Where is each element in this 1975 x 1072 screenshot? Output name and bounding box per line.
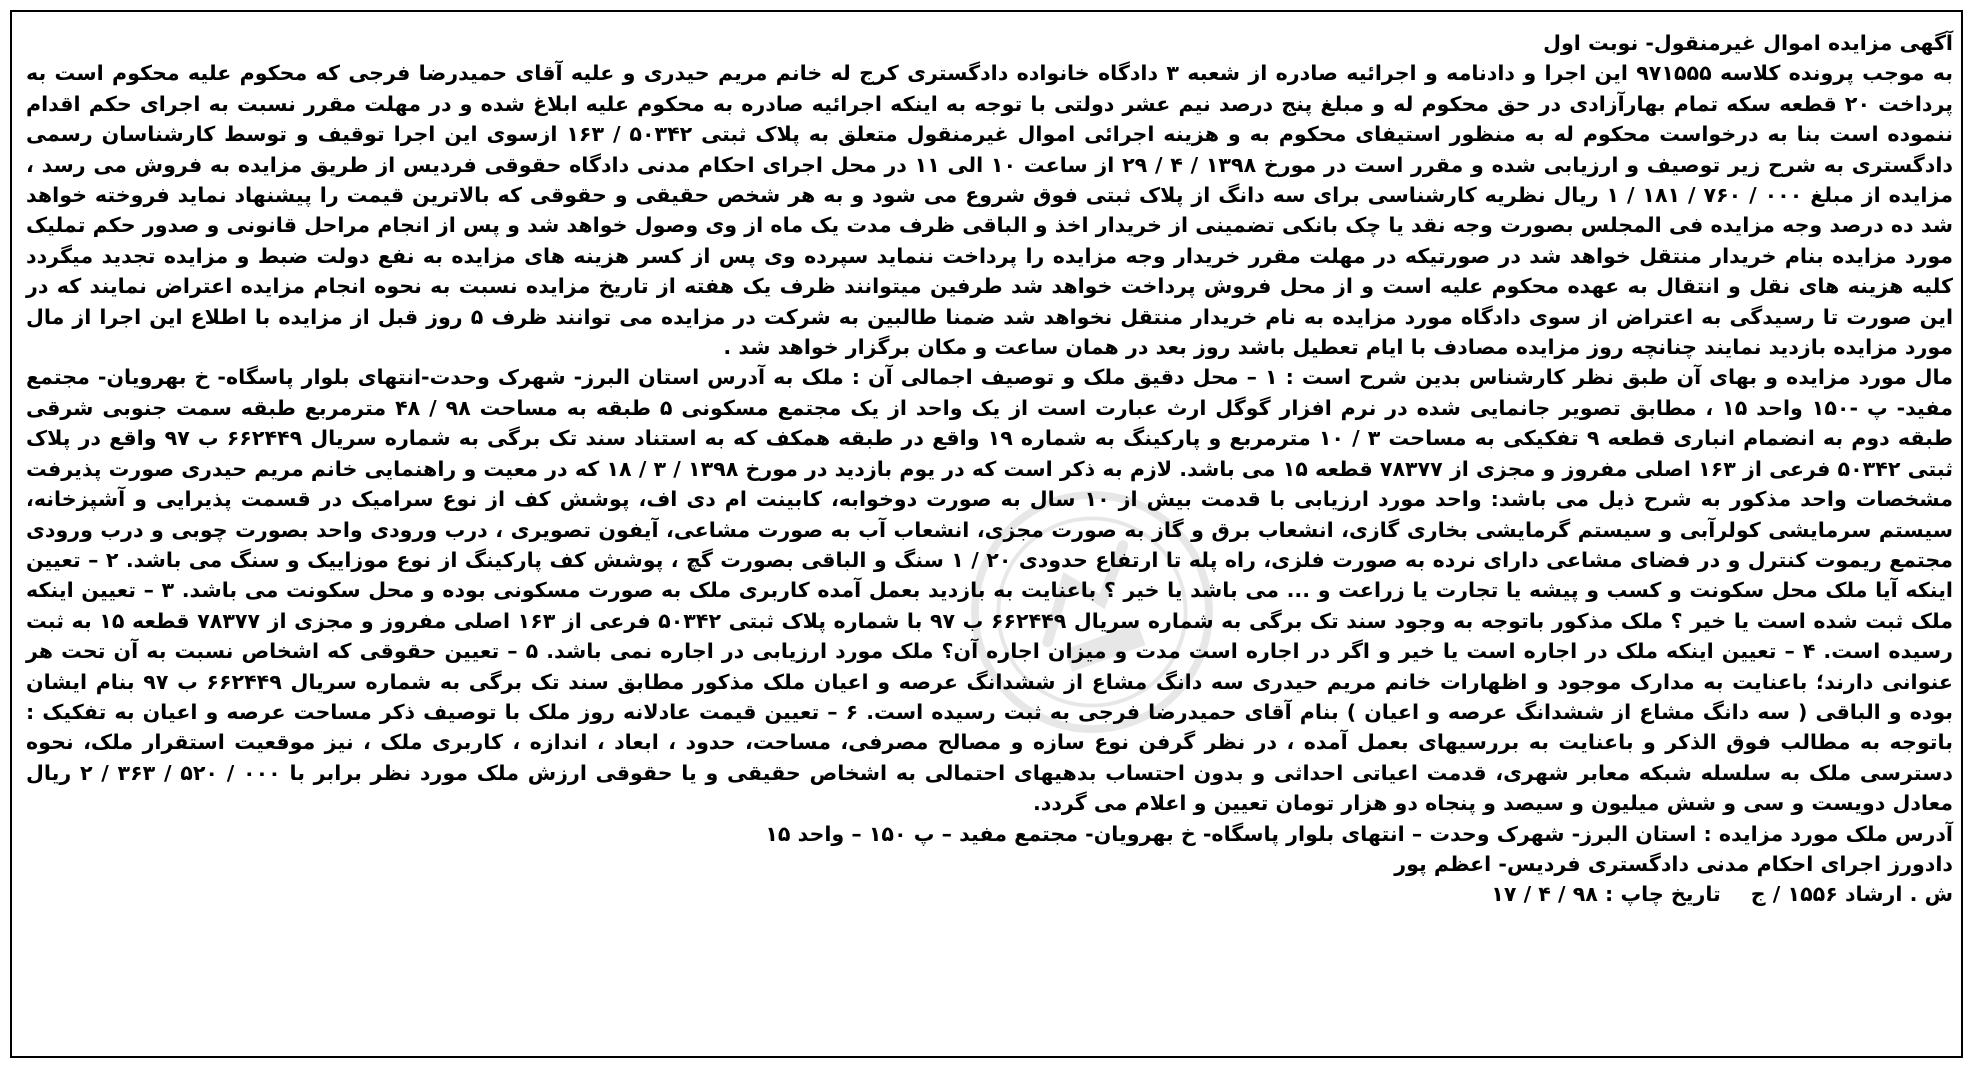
ershad-number: ش . ارشاد ۱۵۵۶ / ج <box>1750 882 1953 907</box>
notice-paragraph-intro: به موجب پرونده کلاسه ۹۷۱۵۵۵ این اجرا و دادنامه و اجرائیه صادره از شعبه ۳ دادگاه خانواده دادگستری کرج له خانم مریم حیدری و علیه آقای حمیدرضا فرجی که محکوم علیه محکوم است به پرداخت ۲۰ قطعه سکه تمام بهارآزادی در حق محکوم له و مبلغ پنج درصد نیم عشر دولتی با توجه به اینکه اجرائیه صادره به محکوم علیه ابلاغ شده و در مهلت مقرر نسبت به اجرای حکم اقدام ننموده است بنا به درخواست محکوم له به منظور استیفای محکوم به و هزینه اجرائی اموال غیرمنقول متعلق به پلاک ثبتی ۵۰۳۴۲ / ۱۶۳ ازسوی این اجرا توقیف و توسط کارشناسان رسمی دادگستری به شرح زیر توصیف و ارزیابی شده و مقرر است در مورخ ۱۳۹۸ / ۴ / ۲۹ از ساعت ۱۰ الی ۱۱ در محل اجرای احکام مدنی دادگاه حقوقی فردیس از طریق مزایده به فروش می رسد ، مزایده از مبلغ ۰۰۰ / ۷۶۰ / ۱۸۱ / ۱ ریال نظریه کارشناسی برای سه دانگ از پلاک ثبتی فوق شروع می شود و به هر شخص حقیقی و حقوقی که بالاترین قیمت را پیشنهاد نماید فروخته خواهد شد ده درصد وجه مزایده فی المجلس بصورت وجه نقد یا چک بانکی تضمینی از خریدار اخذ و الباقی ظرف مدت یک ماه از وی وصول خواهد شد و پس از انجام مراحل قانونی و صدور حکم تملیک مورد مزایده بنام خریدار منتقل خواهد شد در صورتیکه در مهلت مقرر خریدار وجه مزایده را پرداخت ننماید سپرده وی پس از کسر هزینه های مزایده به نفع دولت ضبط و مزایده تجدید میگردد کلیه هزینه های نقل و انتقال به عهده محکوم علیه است و از محل فروش پرداخت خواهد شد طرفین میتوانند ظرف یک هفته از تاریخ مزایده نسبت به نحوه انجام مزایده اعتراض نمایند که در این صورت تا رسیدگی به اعتراض از سوی دادگاه مورد مزایده به نام خریدار منتقل نخواهد شد ضمنا طالبین به شرکت در مزایده می توانند ظرف ۵ روز قبل از مزایده با اطلاع این اجرا از مال مورد مزایده بازدید نمایند چنانچه روز مزایده مصادف با ایام تعطیل باشد روز بعد در همان ساعت و مکان برگزار خواهد شد . <box>26 61 1954 360</box>
notice-frame <box>10 10 1963 1058</box>
notice-title: آگهی مزایده اموال غیرمنقول- نوبت اول <box>1543 31 1953 55</box>
property-address: آدرس ملک مورد مزایده : استان البرز- شهرک وحدت – انتهای بلوار پاسگاه- خ بهرویان- مجتمع مفید – پ ۱۵۰ – واحد ۱۵ <box>765 821 1953 846</box>
print-meta <box>26 879 1953 909</box>
notice-paragraph-appraisal: مال مورد مزایده و بهای آن طبق نظر کارشناس بدین شرح است : ۱ – محل دقیق ملک و توصیف اجمالی آن : ملک به آدرس استان البرز- شهرک وحدت-انتهای بلوار پاسگاه- خ بهرویان- مجتمع مفید- پ -۱۵۰ واحد ۱۵ ، مطابق تصویر جانمایی شده در نرم افزار گوگل ارث عبارت است از یک واحد از یک مجتمع مسکونی ۵ طبقه به مساحت ۹۸ / ۴۸ مترمربع طبقه سمت جنوبی شرقی طبقه دوم به انضمام انباری قطعه ۹ تفکیکی به مساحت ۳ / ۱۰ مترمربع و پارکینگ به شماره ۱۹ واقع در طبقه همکف که به استناد سند تک برگی به شماره سریال ۶۶۲۴۴۹ ب ۹۷ واقع در پلاک ثبتی ۵۰۳۴۲ فرعی از ۱۶۳ اصلی مفروز و مجزی از ۷۸۳۷۷ قطعه ۱۵ می باشد. لازم به ذکر است که در یوم بازدید در مورخ ۱۳۹۸ / ۳ / ۱۸ که در معیت و راهنمایی خانم مریم حیدری صورت پذیرفت مشخصات واحد مذکور به شرح ذیل می باشد: واحد مورد ارزیابی با قدمت بیش از ۱۰ سال به صورت دوخوابه، کابینت ام دی اف، پوشش کف از نوع سرامیک در قسمت پذیرایی و آشپزخانه، سیستم سرمایشی کولرآبی و سیستم گرمایشی بخاری گازی، انشعاب برق و گاز به صورت مجزی، انشعاب آب به صورت مشاعی، آیفون تصویری ، درب ورودی واحد بصورت چوبی و درب ورودی مجتمع ریموت کنترل و در فضای مشاعی دارای نرده به صورت فلزی، راه پله تا ارتفاع حدودی ۲۰ / ۱ سنگ و الباقی بصورت گچ ، پوشش کف پارکینگ از نوع موزاییک و سنگ می باشد. ۲ – تعیین اینکه آیا ملک محل سکونت و کسب و پیشه یا تجارت یا زراعت و ... می باشد یا خیر ؟ باعنایت به بازدید بعمل آمده کاربری ملک به صورت مسکونی بوده و محل سکونت می باشد. ۳ – تعیین اینکه ملک ثبت شده است یا خیر ؟ ملک مذکور باتوجه به وجود سند تک برگی به شماره سریال ۶۶۲۴۴۹ ب ۹۷ با شماره پلاک ثبتی ۵۰۳۴۲ فرعی از ۱۶۳ اصلی مفروز و مجزی از ۷۸۳۷۷ قطعه ۱۵ به ثبت رسیده است. ۴ – تعیین اینکه ملک در اجاره است یا خیر و اگر در اجاره است مدت و میزان اجاره آن؟ ملک مورد ارزیابی در اجاره نمی باشد. ۵ – تعیین حقوقی که اشخاص نسبت به آن تحت هر عنوانی دارند؛ باعنایت به مدارک موجود و اظهارات خانم مریم حیدری سه دانگ مشاع از ششدانگ عرصه و اعیان ملک مذکور مطابق سند تک برگی به شماره سریال ۶۶۲۴۴۹ ب ۹۷ بنام ایشان بوده و الباقی ( سه دانگ مشاع از ششدانگ عرصه و اعیان ) بنام آقای حمیدرضا فرجی به ثبت رسیده است. ۶ – تعیین قیمت عادلانه روز ملک با توصیف ذکر مساحت عرصه و اعیان به تفکیک : باتوجه به مطالب فوق الذکر و باعنایت به بررسیهای بعمل آمده ، در نظر گرفن نوع سازه و مصالح مصرفی، مساحت، حدود ، ابعاد ، اندازه ، کاربری ملک ، نیز موقعیت استقرار ملک، نحوه دسترسی ملک به سلسله شبکه معابر شهری، قدمت اعیاتی احداثی و بدون احتساب بدهیهای احتمالی به اشخاص حقیقی و یا حقوقی ارزش ملک مورد نظر برابر با ۰۰۰ / ۵۲۰ / ۳۶۳ / ۲ ریال معادل دویست و سی و شش میلیون و سیصد و پنجاه دو هزار تومان تعیین و اعلام می گردد. <box>26 365 1953 816</box>
signature-line: دادورز اجرای احکام مدنی دادگستری فردیس- اعظم پور <box>1394 851 1953 876</box>
notice-body <box>26 28 1953 910</box>
print-date: تاریخ چاپ : ۹۸ / ۴ / ۱۷ <box>1491 882 1721 907</box>
